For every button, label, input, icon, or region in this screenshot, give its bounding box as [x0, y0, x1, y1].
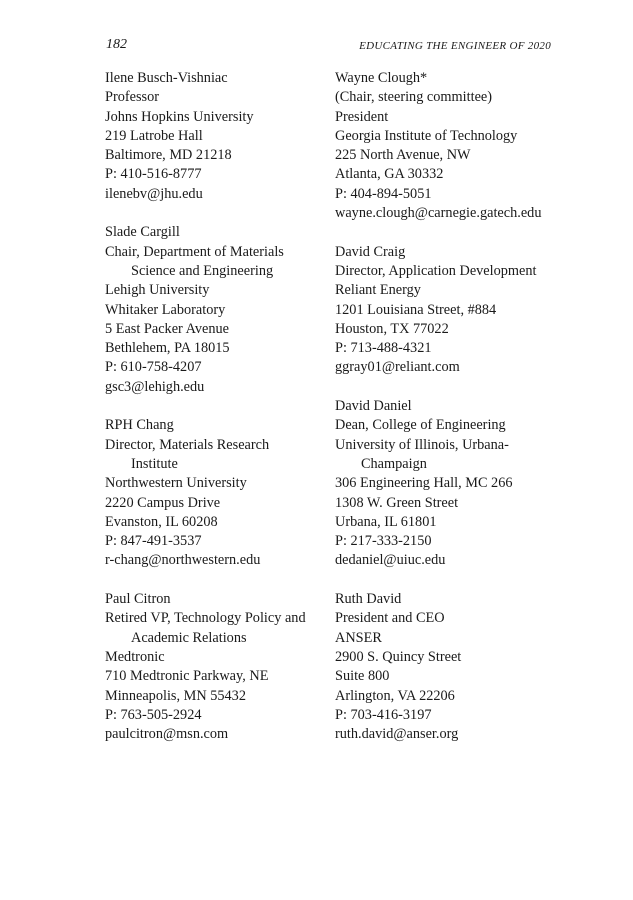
entry-line: ilenebv@jhu.edu [105, 185, 203, 202]
entry-line: Chair, Department of Materials [105, 243, 284, 260]
entry-line: 2220 Campus Drive [105, 494, 221, 511]
entry-line: Northwestern University [105, 475, 247, 492]
entry-name: Paul Citron [105, 591, 171, 608]
entry-line: Urbana, IL 61801 [335, 513, 437, 530]
entry-line: Lehigh University [105, 282, 210, 299]
entry-line: Whitaker Laboratory [105, 301, 226, 318]
entry-line: President and CEO [335, 610, 445, 627]
entry-line: P: 410-516-8777 [105, 166, 202, 183]
entry-line: 2900 S. Quincy Street [335, 648, 462, 665]
entry-line: 1308 W. Green Street [335, 494, 459, 511]
page-number: 182 [106, 37, 127, 52]
entry-line: P: 763-505-2924 [105, 706, 202, 723]
entry-line: P: 847-491-3537 [105, 533, 202, 550]
entry-line: Johns Hopkins University [105, 108, 254, 125]
entry-line: President [335, 108, 389, 125]
entry-line: Atlanta, GA 30332 [335, 166, 444, 183]
entry-line: wayne.clough@carnegie.gatech.edu [335, 205, 542, 222]
entry-line: dedaniel@uiuc.edu [335, 552, 446, 569]
entry-line: Minneapolis, MN 55432 [105, 687, 246, 704]
directory-entry [105, 416, 345, 570]
entry-line: 225 North Avenue, NW [335, 147, 471, 164]
entry-line: Suite 800 [335, 668, 390, 685]
entry-line: Professor [105, 89, 160, 106]
entry-line: Reliant Energy [335, 282, 421, 299]
entry-name: Slade Cargill [105, 224, 180, 241]
entry-name: Ruth David [335, 591, 402, 608]
entry-line: University of Illinois, Urbana- [335, 436, 509, 453]
right-column [335, 69, 575, 764]
entry-line: Medtronic [105, 648, 165, 665]
entry-line: Baltimore, MD 21218 [105, 147, 232, 164]
directory-entry [335, 397, 575, 571]
entry-name: Wayne Clough* [335, 70, 428, 86]
entry-line: P: 610-758-4207 [105, 359, 202, 376]
running-head: EDUCATING THE ENGINEER OF 2020 [359, 40, 551, 52]
entry-line: Houston, TX 77022 [335, 320, 449, 337]
directory-entry [105, 590, 345, 744]
entry-name: RPH Chang [105, 417, 174, 434]
entry-line: ggray01@reliant.com [335, 359, 460, 376]
directory-entry [335, 590, 575, 744]
directory-entry [335, 243, 575, 378]
entry-line: 219 Latrobe Hall [105, 127, 203, 144]
entry-line: Georgia Institute of Technology [335, 127, 518, 144]
entry-line: Champaign [361, 455, 427, 472]
left-column [105, 69, 345, 764]
entry-line: paulcitron@msn.com [105, 726, 229, 743]
entry-line: Science and Engineering [131, 262, 274, 279]
entry-name: Ilene Busch-Vishniac [105, 70, 228, 86]
entry-line: Academic Relations [131, 629, 247, 646]
entry-line: Retired VP, Technology Policy and [105, 610, 306, 627]
entry-line: Director, Application Development [335, 262, 537, 279]
entry-line: Arlington, VA 22206 [335, 687, 455, 704]
entry-line: P: 703-416-3197 [335, 706, 432, 723]
entry-line: 1201 Louisiana Street, #884 [335, 301, 497, 318]
entry-line: r-chang@northwestern.edu [105, 552, 261, 569]
entry-line: Evanston, IL 60208 [105, 513, 218, 530]
entry-line: Institute [131, 455, 178, 472]
directory-entry [105, 223, 345, 397]
directory-entry [105, 69, 345, 204]
entry-line: 306 Engineering Hall, MC 266 [335, 475, 513, 492]
entry-line: ruth.david@anser.org [335, 726, 459, 743]
entry-line: Director, Materials Research [105, 436, 270, 453]
entry-line: Bethlehem, PA 18015 [105, 340, 230, 357]
entry-line: gsc3@lehigh.edu [105, 378, 205, 395]
entry-line: P: 217-333-2150 [335, 533, 432, 550]
entry-line: P: 713-488-4321 [335, 340, 432, 357]
entry-line: (Chair, steering committee) [335, 89, 493, 106]
entry-name: David Craig [335, 243, 406, 260]
entry-name: David Daniel [335, 398, 412, 415]
entry-line: P: 404-894-5051 [335, 185, 432, 202]
directory-entry [335, 69, 575, 223]
entry-line: 5 East Packer Avenue [105, 320, 229, 337]
entry-line: Dean, College of Engineering [335, 417, 506, 434]
entry-line: ANSER [335, 629, 382, 646]
entry-line: 710 Medtronic Parkway, NE [105, 668, 269, 685]
